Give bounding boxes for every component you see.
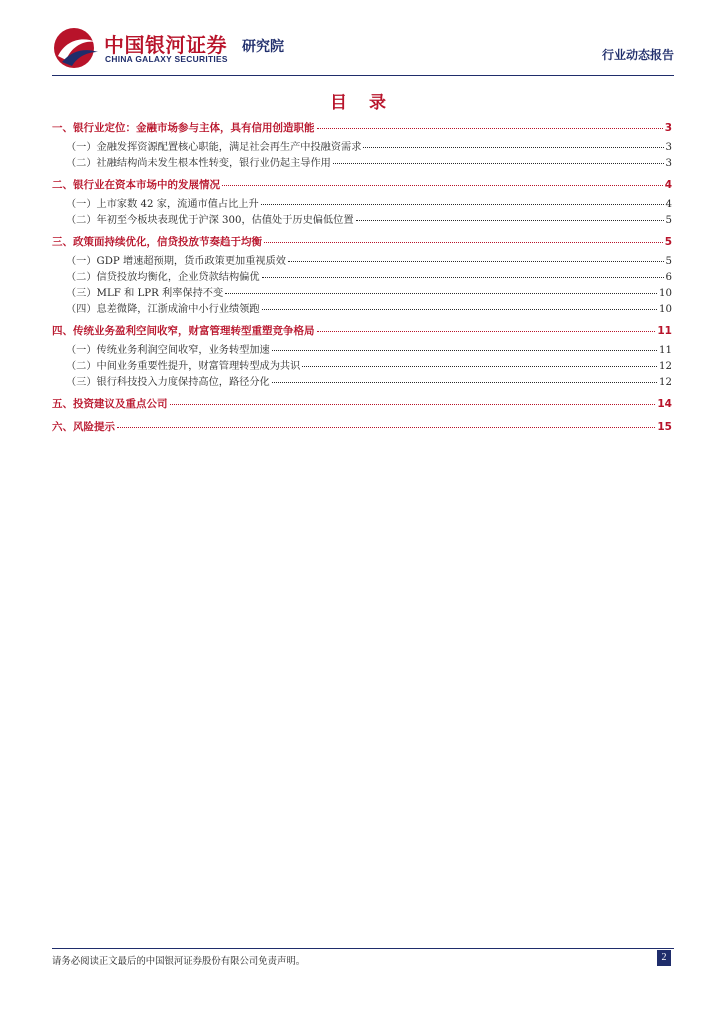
toc-entry-title: （一）GDP 增速超预期，货币政策更加重视质效 [66,256,286,267]
toc-entry-page: 12 [659,361,672,372]
toc-entry-title: （一）传统业务利润空间收窄，业务转型加速 [66,345,270,356]
header-divider [52,75,674,76]
toc-entry-page: 10 [659,304,672,315]
toc-section-entry[interactable] [52,419,672,435]
toc-leader-dots [356,220,664,221]
toc-leader-dots [272,382,657,383]
toc-leader-dots [264,242,663,243]
toc-leader-dots [222,185,663,186]
toc-entry-title: （二）信贷投放均衡化，企业贷款结构偏优 [66,272,260,283]
toc-subsection-entry[interactable] [52,154,672,170]
toc-entry-title: 三、政策面持续优化，信贷投放节奏趋于均衡 [52,236,262,248]
page-header [52,26,674,76]
toc-leader-dots [170,404,656,405]
footer-divider [52,948,674,949]
toc-section-entry[interactable] [52,396,672,412]
footer-disclaimer: 请务必阅读正文最后的中国银河证券股份有限公司免责声明。 [52,956,306,967]
toc-leader-dots [225,293,657,294]
toc-subsection-entry[interactable] [52,138,672,154]
toc-subsection-entry[interactable] [52,373,672,389]
toc-entry-page: 3 [665,142,672,153]
toc-entry-page: 11 [659,345,672,356]
toc-entry-title: （二）年初至今板块表现优于沪深 300，估值处于历史偏低位置 [66,215,354,226]
toc-leader-dots [261,204,664,205]
toc-entry-title: （三）银行科技投入力度保持高位，路径分化 [66,377,270,388]
toc-entry-title: （四）息差微降，江浙成渝中小行业绩领跑 [66,304,260,315]
report-type-label: 行业动态报告 [601,48,674,62]
toc-title: 目 录 [330,93,394,113]
toc-subsection-entry[interactable] [52,341,672,357]
toc-entry-page: 5 [664,236,672,248]
toc-entry-page: 5 [665,215,672,226]
toc-entry-title: （三）MLF 和 LPR 利率保持不变 [66,288,224,299]
toc-entry-title: 五、投资建议及重点公司 [52,398,168,410]
toc-subsection-entry[interactable] [52,252,672,268]
toc-entry-title: 六、风险提示 [52,421,115,433]
toc-leader-dots [317,128,663,129]
toc-subsection-entry[interactable] [52,300,672,316]
table-of-contents [52,120,672,435]
toc-entry-page: 4 [665,199,672,210]
toc-leader-dots [117,427,655,428]
toc-leader-dots [262,309,657,310]
toc-section-entry[interactable] [52,323,672,339]
toc-entry-page: 3 [664,122,672,134]
toc-entry-title: （二）社融结构尚未发生根本性转变，银行业仍起主导作用 [66,158,331,169]
toc-entry-page: 14 [657,398,672,410]
toc-section-entry[interactable] [52,234,672,250]
toc-leader-dots [363,147,663,148]
toc-leader-dots [288,261,664,262]
toc-leader-dots [262,277,664,278]
toc-entry-title: （一）金融发挥资源配置核心职能，满足社会再生产中投融资需求 [66,142,362,153]
toc-entry-title: 一、银行业定位：金融市场参与主体，具有信用创造职能 [52,122,315,134]
toc-leader-dots [333,163,664,164]
toc-entry-title: 四、传统业务盈利空间收窄，财富管理转型重塑竞争格局 [52,325,315,337]
toc-entry-page: 4 [664,179,672,191]
toc-section-entry[interactable] [52,120,672,136]
toc-entry-title: （一）上市家数 42 家，流通市值占比上升 [66,199,259,210]
toc-leader-dots [317,331,656,332]
toc-subsection-entry[interactable] [52,268,672,284]
toc-entry-page: 12 [659,377,672,388]
logo-chinese-name: 中国银河证券 [104,33,227,57]
toc-subsection-entry[interactable] [52,357,672,373]
toc-entry-title: 二、银行业在资本市场中的发展情况 [52,179,220,191]
toc-subsection-entry[interactable] [52,284,672,300]
toc-entry-page: 15 [657,421,672,433]
toc-entry-page: 3 [665,158,672,169]
institute-label: 研究院 [242,39,284,55]
page-number: 2 [657,950,671,966]
toc-entry-page: 11 [657,325,672,337]
toc-section-entry[interactable] [52,177,672,193]
toc-entry-page: 6 [665,272,672,283]
toc-entry-title: （二）中间业务重要性提升，财富管理转型成为共识 [66,361,301,372]
toc-leader-dots [272,350,657,351]
toc-subsection-entry[interactable] [52,211,672,227]
china-galaxy-logo-icon [52,26,100,70]
toc-entry-page: 10 [659,288,672,299]
toc-entry-page: 5 [665,256,672,267]
logo-english-name: CHINA GALAXY SECURITIES [105,54,228,64]
toc-subsection-entry[interactable] [52,195,672,211]
toc-leader-dots [302,366,657,367]
